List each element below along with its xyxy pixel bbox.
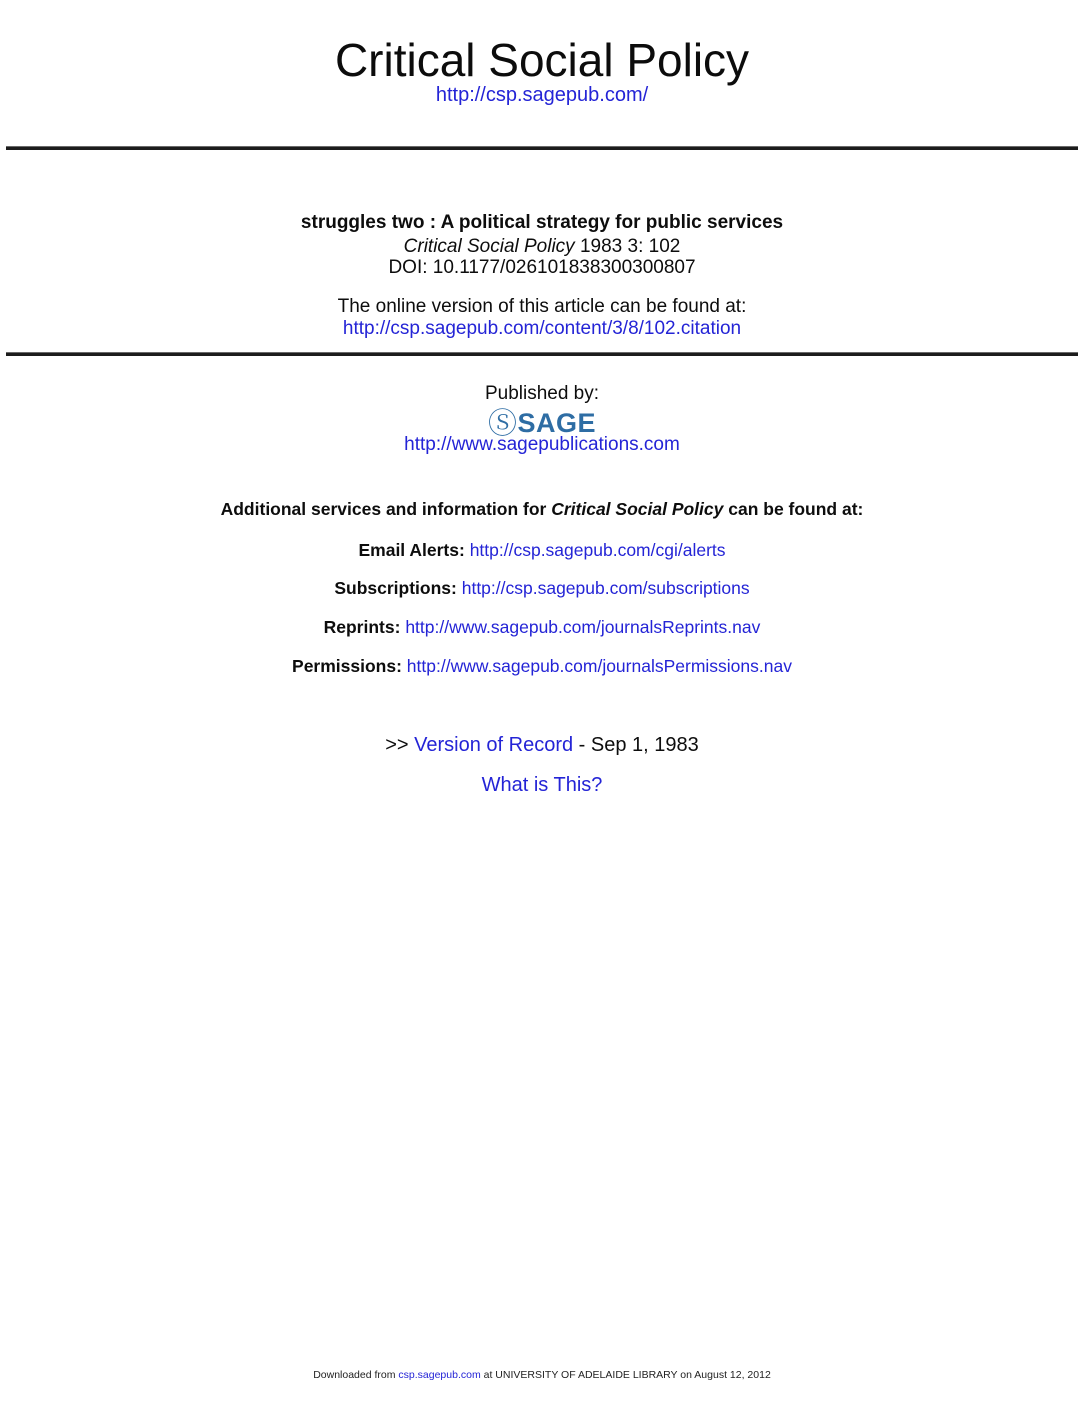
citation-volume-page: 1983 3: 102: [574, 236, 681, 257]
permissions-link[interactable]: http://www.sagepub.com/journalsPermissions.nav: [406, 656, 792, 676]
reprints-label: Reprints:: [323, 617, 406, 637]
service-row-subscriptions: [0, 578, 1084, 599]
separator-rule-bottom: [6, 352, 1078, 356]
footer-prefix: Downloaded from: [313, 1369, 399, 1381]
article-title: struggles two : A political strategy for public services: [300, 212, 784, 233]
what-is-this-link[interactable]: What is This?: [481, 774, 603, 796]
journal-url-link[interactable]: http://csp.sagepub.com/: [435, 84, 649, 106]
footer-suffix: at UNIVERSITY OF ADELAIDE LIBRARY on August 12, 2012: [480, 1369, 771, 1381]
separator-rule-top: [6, 146, 1078, 150]
reprints-link[interactable]: http://www.sagepub.com/journalsReprints.nav: [405, 617, 761, 637]
footer-source-link[interactable]: csp.sagepub.com: [398, 1369, 481, 1381]
citation-journal-name: Critical Social Policy: [403, 236, 575, 257]
published-by-label: Published by:: [484, 383, 600, 404]
subscriptions-label: Subscriptions:: [334, 578, 462, 598]
version-date: - Sep 1, 1983: [573, 734, 699, 756]
services-heading-journal: Critical Social Policy: [551, 499, 724, 519]
version-of-record-line: [0, 734, 1084, 757]
publisher-url-link[interactable]: http://www.sagepublications.com: [404, 434, 680, 455]
article-citation: [0, 236, 1084, 258]
online-version-caption: The online version of this article can be found at:: [337, 296, 747, 317]
subscriptions-link[interactable]: http://csp.sagepub.com/subscriptions: [461, 578, 750, 598]
sage-circle-s-icon: Ⓢ: [487, 408, 518, 440]
service-row-email-alerts: [0, 540, 1084, 561]
email-alerts-label: Email Alerts:: [358, 540, 470, 560]
article-doi: DOI: 10.1177/026101838300300807: [388, 257, 696, 278]
online-version-link[interactable]: http://csp.sagepub.com/content/3/8/102.citation: [342, 318, 742, 339]
services-heading-suffix: can be found at:: [723, 499, 864, 519]
sage-logo-text: SAGE: [517, 408, 597, 438]
service-row-permissions: [0, 656, 1084, 677]
email-alerts-link[interactable]: http://csp.sagepub.com/cgi/alerts: [469, 540, 726, 560]
download-footer: [0, 1369, 1084, 1381]
services-heading-prefix: Additional services and information for: [220, 499, 552, 519]
version-of-record-link[interactable]: Version of Record: [414, 734, 574, 756]
service-row-reprints: [0, 617, 1084, 638]
services-heading: [0, 499, 1084, 520]
version-prefix: >>: [385, 734, 415, 756]
journal-title: Critical Social Policy: [334, 34, 750, 86]
permissions-label: Permissions:: [292, 656, 407, 676]
